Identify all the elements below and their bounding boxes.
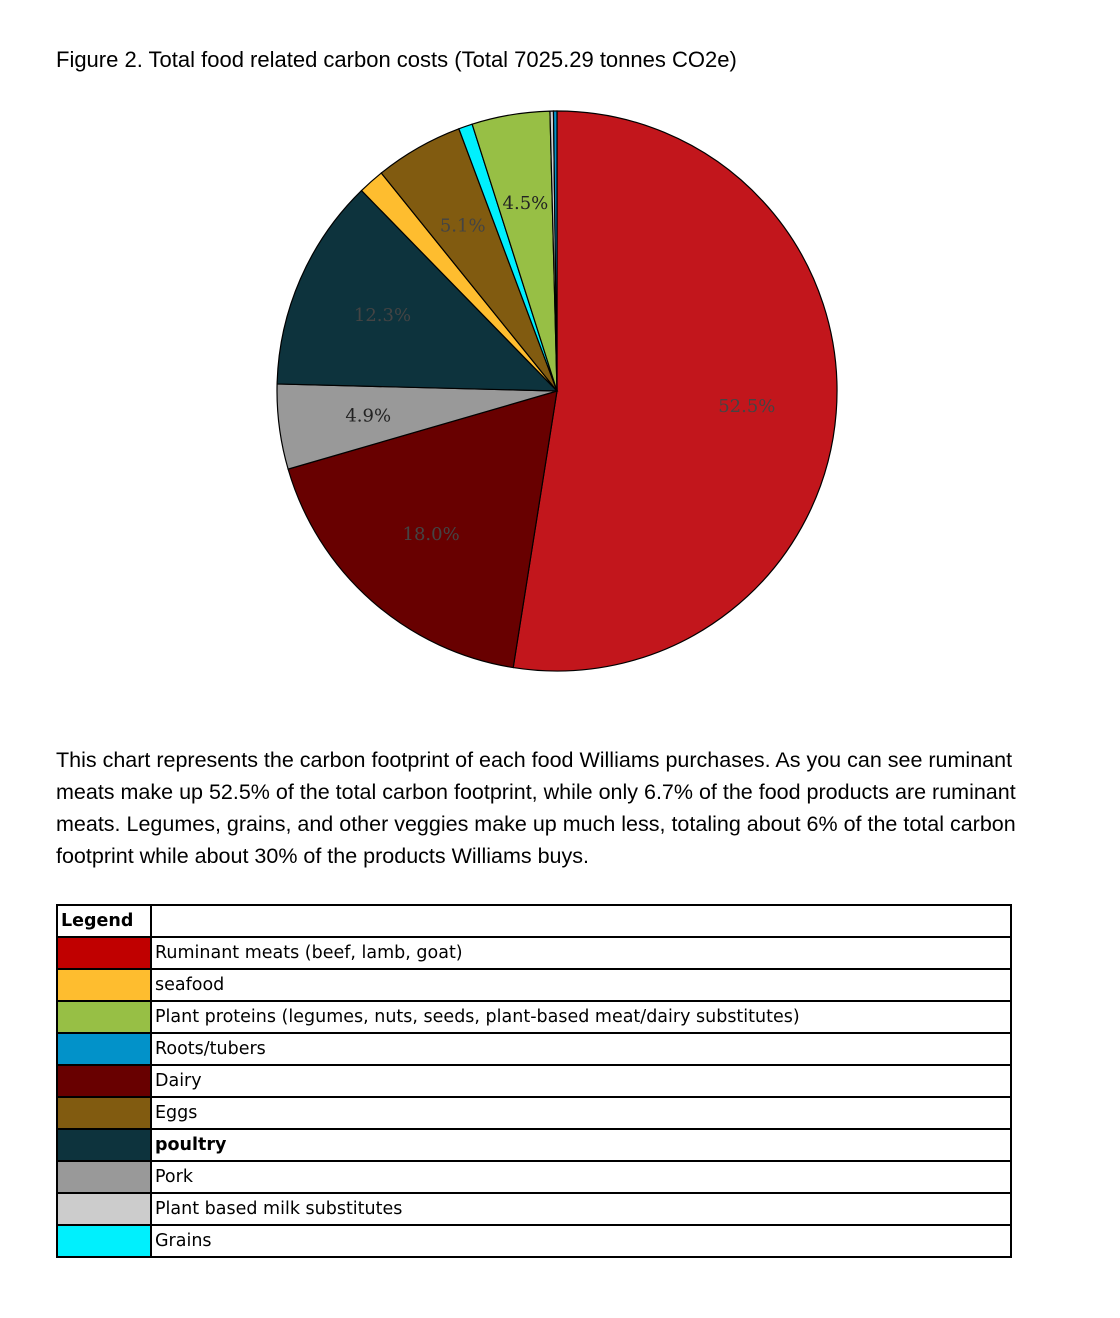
legend-row: [57, 1161, 1011, 1193]
legend-swatch: [57, 937, 151, 969]
legend-row: [57, 1065, 1011, 1097]
legend-swatch: [57, 1193, 151, 1225]
figure-title: Figure 2. Total food related carbon costs (Total 7025.29 tonnes CO2e): [56, 47, 737, 72]
legend-label: seafood: [151, 969, 1011, 1001]
slice-label: 52.5%: [718, 395, 776, 417]
legend-row: [57, 1033, 1011, 1065]
legend-row: [57, 937, 1011, 969]
slice-label: 4.5%: [502, 193, 549, 215]
legend-row: [57, 1225, 1011, 1257]
legend-label: Grains: [151, 1225, 1011, 1257]
legend-swatch: [57, 1001, 151, 1033]
slice-label: 18.0%: [402, 523, 460, 545]
chart-description: This chart represents the carbon footprint of each food Williams purchases. As you can see ruminant meats make up 52.5% of the total carbon footprint, while only 6.7% of the food products are ruminant meats. Legumes, grains, and other veggies make up much less, totaling about 6% of the total carbon footprint while about 30% of the products Williams buys.: [56, 748, 1016, 868]
legend-swatch: [57, 1097, 151, 1129]
legend-swatch: [57, 969, 151, 1001]
legend-header: Legend: [57, 905, 151, 937]
legend-swatch: [57, 1033, 151, 1065]
pie-slices: [277, 111, 837, 671]
legend-label: Dairy: [151, 1065, 1011, 1097]
legend-label: Plant proteins (legumes, nuts, seeds, plant-based meat/dairy substitutes): [151, 1001, 1011, 1033]
legend-label: Pork: [151, 1161, 1011, 1193]
legend-header-row: [57, 905, 1011, 937]
legend-row: [57, 1129, 1011, 1161]
legend-label: Eggs: [151, 1097, 1011, 1129]
legend-header-blank: [151, 905, 1011, 937]
legend-swatch: [57, 1225, 151, 1257]
legend-table: [56, 904, 1012, 1258]
legend-label: Roots/tubers: [151, 1033, 1011, 1065]
legend-row: [57, 1097, 1011, 1129]
slice-label: 12.3%: [353, 304, 412, 326]
legend-swatch: [57, 1161, 151, 1193]
legend-swatch: [57, 1129, 151, 1161]
legend-swatch: [57, 1065, 151, 1097]
legend-row: [57, 1193, 1011, 1225]
legend-label: Plant based milk substitutes: [151, 1193, 1011, 1225]
legend-row: [57, 1001, 1011, 1033]
slice-label: 5.1%: [439, 215, 486, 237]
legend-label: Ruminant meats (beef, lamb, goat): [151, 937, 1011, 969]
legend-label: poultry: [151, 1129, 1011, 1161]
legend-row: [57, 969, 1011, 1001]
slice-label: 4.9%: [345, 405, 392, 427]
pie-slice: [513, 111, 837, 671]
